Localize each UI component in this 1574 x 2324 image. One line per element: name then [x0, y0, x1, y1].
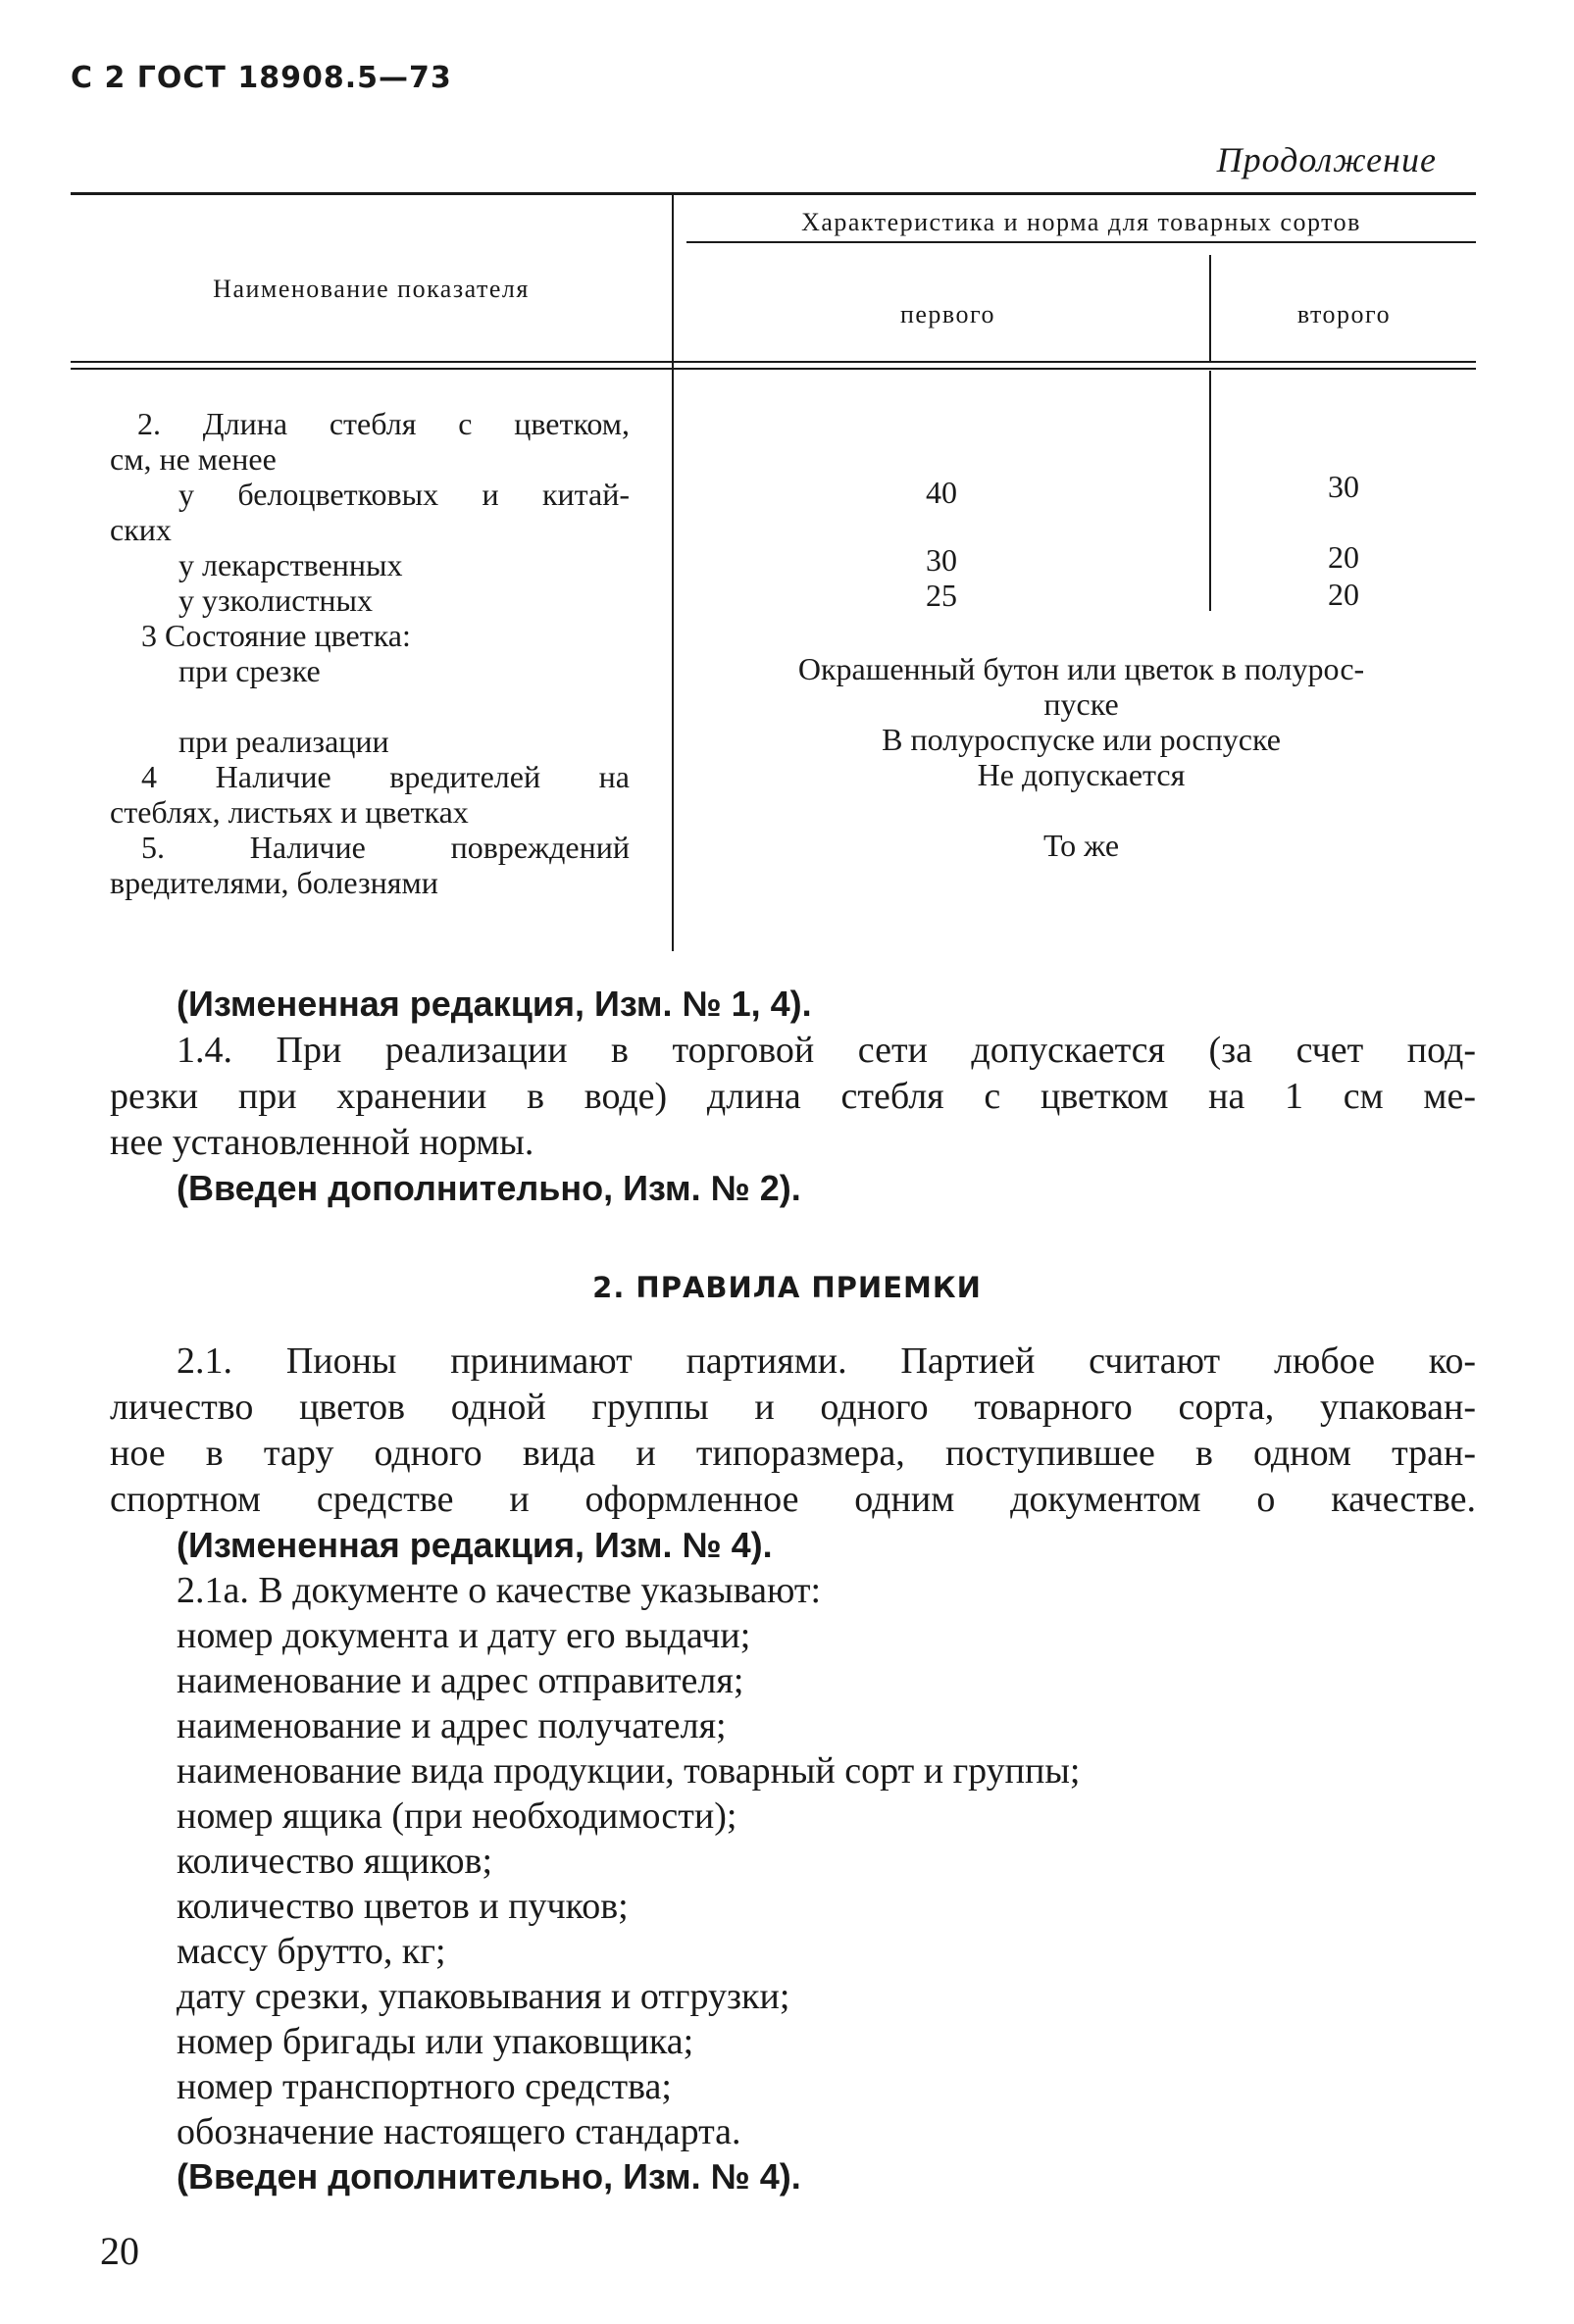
value-second-medicinal: 20 [1328, 539, 1359, 575]
paragraph-line: нее установленной нормы. [110, 1122, 534, 1163]
row-label: 5. Наличие повреждений [141, 830, 630, 865]
header-bottom-rule-1 [71, 361, 1476, 363]
row-label: ских [110, 512, 172, 547]
list-item: номер документа и дату его выдачи; [177, 1615, 751, 1656]
value-first-narrowleaf: 25 [926, 578, 957, 613]
row-label: у узколистных [178, 582, 374, 618]
row-label: у лекарственных [178, 547, 403, 582]
row-label: у белоцветковых и китай- [178, 477, 630, 512]
value-second-narrowleaf: 20 [1328, 577, 1359, 612]
paragraph-line: резки при хранении в воде) длина стебля с цветком на 1 см ме- [110, 1076, 1476, 1117]
amendment-note: (Измененная редакция, Изм. № 1, 4). [177, 984, 812, 1024]
list-item: дату срезки, упаковывания и отгрузки; [177, 1976, 790, 2017]
value-first-medicinal: 30 [926, 542, 957, 578]
merged-value: То же [1042, 828, 1120, 863]
list-item: наименование и адрес отправителя; [177, 1660, 744, 1701]
list-item: количество цветов и пучков; [177, 1886, 629, 1927]
merged-value: В полуроспуске или роспуске [882, 722, 1281, 757]
column-header-group: Характеристика и норма для товарных сортов [801, 208, 1361, 236]
group-header-rule [686, 241, 1476, 243]
continuation-label: Продолжение [1216, 140, 1437, 179]
list-item: наименование и адрес получателя; [177, 1705, 727, 1746]
page-number: 20 [100, 2229, 139, 2273]
merged-value: пуске [1043, 686, 1119, 722]
merged-value: Не допускается [977, 757, 1186, 792]
row-label: стеблях, листьях и цветках [110, 794, 469, 830]
table-top-rule [71, 192, 1476, 195]
section-title: 2. ПРАВИЛА ПРИЕМКИ [592, 1271, 982, 1304]
row-label: при срезке [178, 653, 321, 688]
list-item: наименование вида продукции, товарный сорт и группы; [177, 1750, 1081, 1792]
column-header-first: первого [899, 300, 996, 328]
paragraph-line: личество цветов одной группы и одного товарного сорта, упакован- [110, 1387, 1476, 1428]
value-first-white: 40 [926, 475, 957, 510]
merged-value: Окрашенный бутон или цветок в полурос- [797, 651, 1365, 686]
paragraph-line: 2.1а. В документе о качестве указывают: [177, 1570, 822, 1611]
document-header: С 2 ГОСТ 18908.5—73 [71, 61, 452, 95]
header-bottom-rule-2 [71, 368, 1476, 370]
row-label: см, не менее [110, 441, 277, 477]
column-divider-values [1209, 371, 1211, 611]
amendment-note: (Введен дополнительно, Изм. № 4). [177, 2156, 801, 2197]
column-divider-main [672, 194, 674, 951]
list-item: массу брутто, кг; [177, 1931, 446, 1972]
row-label: 2. Длина стебля с цветком, [137, 406, 630, 441]
row-label: при реализации [178, 724, 389, 759]
paragraph-line: 2.1. Пионы принимают партиями. Партией считают любое ко- [177, 1340, 1476, 1382]
paragraph-line: 1.4. При реализации в торговой сети допускается (за счет под- [177, 1030, 1476, 1071]
amendment-note: (Измененная редакция, Изм. № 4). [177, 1525, 773, 1565]
value-second-white: 30 [1328, 469, 1359, 504]
list-item: количество ящиков; [177, 1841, 493, 1882]
amendment-note: (Введен дополнительно, Изм. № 2). [177, 1168, 801, 1208]
list-item: номер бригады или упаковщика; [177, 2021, 694, 2062]
list-item: номер транспортного средства; [177, 2066, 672, 2107]
column-header-name: Наименование показателя [213, 275, 530, 303]
row-label: 4 Наличие вредителей на [141, 759, 630, 794]
paragraph-line: ное в тару одного вида и типоразмера, поступившее в одном тран- [110, 1433, 1476, 1474]
paragraph-line: спортном средстве и оформленное одним документом о качестве. [110, 1479, 1476, 1520]
column-divider-header [1209, 255, 1211, 363]
list-item: обозначение настоящего стандарта. [177, 2111, 741, 2152]
list-item: номер ящика (при необходимости); [177, 1795, 737, 1837]
column-header-second: второго [1296, 300, 1392, 328]
row-label: вредителями, болезнями [110, 865, 438, 900]
row-label: 3 Состояние цветка: [141, 618, 411, 653]
